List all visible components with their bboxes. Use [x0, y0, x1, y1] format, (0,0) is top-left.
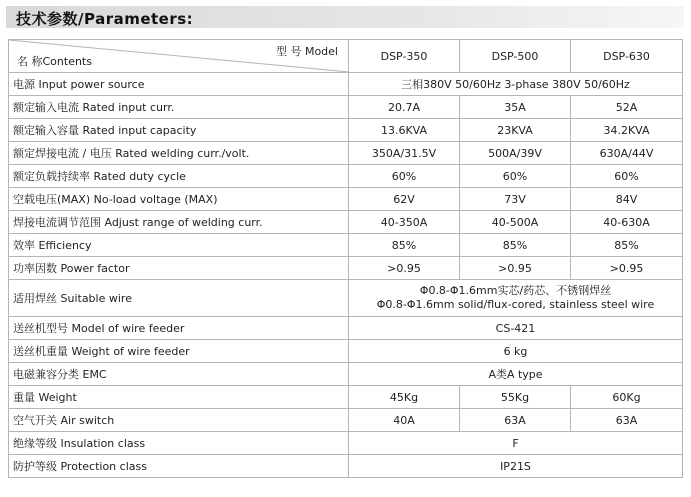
value-cell: >0.95	[571, 257, 683, 280]
value-cell: 85%	[571, 234, 683, 257]
row-label: 效率 Efficiency	[9, 234, 349, 257]
table-row	[9, 432, 683, 455]
table-row	[9, 455, 683, 478]
table-row	[9, 234, 683, 257]
value-cell: 62V	[349, 188, 460, 211]
table-header-row	[9, 40, 683, 73]
value-cell: 40A	[349, 409, 460, 432]
merged-value-cell: A类A type	[349, 363, 683, 386]
value-cell: 85%	[460, 234, 571, 257]
merged-value-cell: IP21S	[349, 455, 683, 478]
row-label: 焊接电流调节范围 Adjust range of welding curr.	[9, 211, 349, 234]
value-cell: 63A	[571, 409, 683, 432]
value-cell: 73V	[460, 188, 571, 211]
table-row	[9, 165, 683, 188]
header-diagonal-cell	[9, 40, 349, 73]
table-row	[9, 73, 683, 96]
row-label: 适用焊丝 Suitable wire	[9, 280, 349, 317]
table-row	[9, 280, 683, 317]
value-cell: 85%	[349, 234, 460, 257]
value-cell: 60%	[460, 165, 571, 188]
value-cell: 20.7A	[349, 96, 460, 119]
value-cell: 63A	[460, 409, 571, 432]
value-cell: 60%	[571, 165, 683, 188]
value-cell: 84V	[571, 188, 683, 211]
value-cell: 45Kg	[349, 386, 460, 409]
value-cell: 40-630A	[571, 211, 683, 234]
table-row	[9, 119, 683, 142]
table-row	[9, 340, 683, 363]
row-label: 绝缘等级 Insulation class	[9, 432, 349, 455]
merged-value-cell: 三相380V 50/60Hz 3-phase 380V 50/60Hz	[349, 73, 683, 96]
value-cell: 350A/31.5V	[349, 142, 460, 165]
model-header-dsp-500: DSP-500	[460, 40, 571, 73]
value-cell: 40-350A	[349, 211, 460, 234]
value-cell: 500A/39V	[460, 142, 571, 165]
section-title: 技术参数/Parameters:	[16, 10, 194, 28]
row-label: 额定负载持续率 Rated duty cycle	[9, 165, 349, 188]
value-cell: 60Kg	[571, 386, 683, 409]
table-row	[9, 317, 683, 340]
value-cell: 55Kg	[460, 386, 571, 409]
model-header-dsp-350: DSP-350	[349, 40, 460, 73]
merged-value-cell: CS-421	[349, 317, 683, 340]
value-cell: 34.2KVA	[571, 119, 683, 142]
table-row	[9, 409, 683, 432]
table-row	[9, 188, 683, 211]
model-header-dsp-630: DSP-630	[571, 40, 683, 73]
value-cell: >0.95	[460, 257, 571, 280]
parameters-table	[8, 39, 683, 478]
value-line: Φ0.8-Φ1.6mm实芯/药芯、不锈钢焊丝	[419, 284, 612, 297]
row-label: 重量 Weight	[9, 386, 349, 409]
value-cell: 40-500A	[460, 211, 571, 234]
value-cell: 23KVA	[460, 119, 571, 142]
row-label: 电磁兼容分类 EMC	[9, 363, 349, 386]
row-label: 送丝机型号 Model of wire feeder	[9, 317, 349, 340]
merged-value-cell	[349, 280, 683, 317]
value-cell: 13.6KVA	[349, 119, 460, 142]
table-row	[9, 386, 683, 409]
merged-value-cell: 6 kg	[349, 340, 683, 363]
contents-header-label: 名 称Contents	[17, 55, 92, 68]
row-label: 空气开关 Air switch	[9, 409, 349, 432]
value-cell: 35A	[460, 96, 571, 119]
table-row	[9, 96, 683, 119]
table-row	[9, 142, 683, 165]
row-label: 额定焊接电流 / 电压 Rated welding curr./volt.	[9, 142, 349, 165]
row-label: 空载电压(MAX) No-load voltage (MAX)	[9, 188, 349, 211]
value-cell: 630A/44V	[571, 142, 683, 165]
value-cell: 52A	[571, 96, 683, 119]
row-label: 电源 Input power source	[9, 73, 349, 96]
value-cell: >0.95	[349, 257, 460, 280]
row-label: 送丝机重量 Weight of wire feeder	[9, 340, 349, 363]
merged-value-cell: F	[349, 432, 683, 455]
row-label: 额定输入容量 Rated input capacity	[9, 119, 349, 142]
table-row	[9, 257, 683, 280]
section-header-bar	[6, 6, 684, 28]
table-row	[9, 211, 683, 234]
table-row	[9, 363, 683, 386]
value-line: Φ0.8-Φ1.6mm solid/flux-cored, stainless steel wire	[376, 298, 655, 311]
row-label: 功率因数 Power factor	[9, 257, 349, 280]
model-header-label: 型 号 Model	[275, 45, 338, 58]
value-cell: 60%	[349, 165, 460, 188]
row-label: 额定输入电流 Rated input curr.	[9, 96, 349, 119]
row-label: 防护等级 Protection class	[9, 455, 349, 478]
